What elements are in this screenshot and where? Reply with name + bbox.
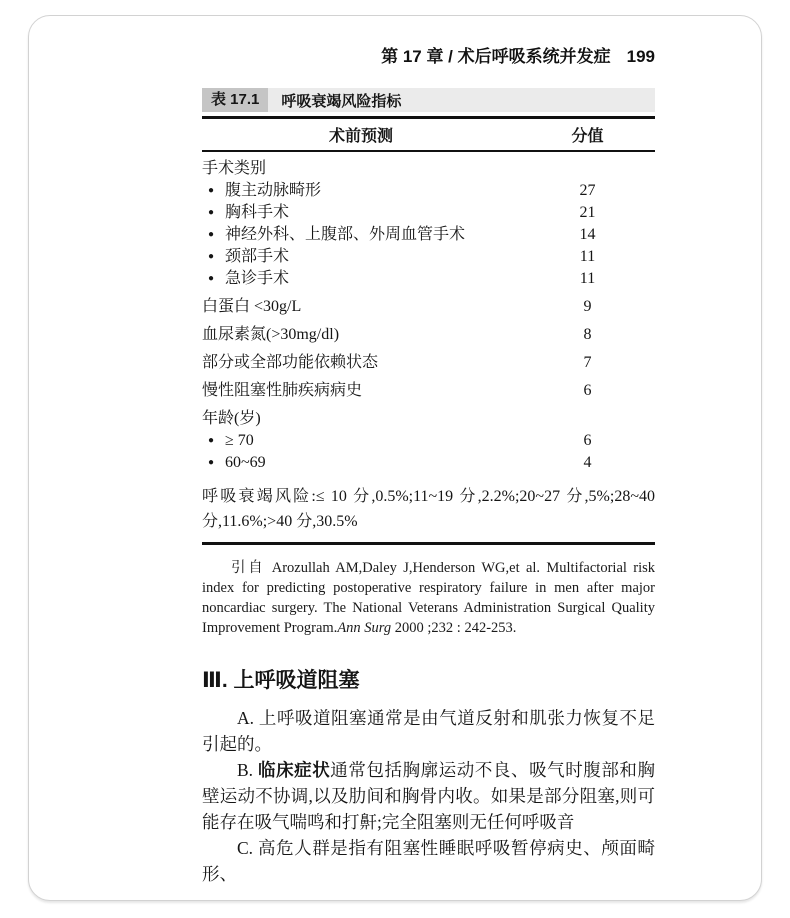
table-row bbox=[202, 352, 655, 374]
bullet-icon: ● bbox=[208, 457, 215, 468]
row-score: 6 bbox=[583, 432, 592, 449]
column-header-score: 分值 bbox=[571, 128, 604, 145]
row-label: 部分或全部功能依赖状态 bbox=[202, 354, 379, 371]
paragraph-lead: C. bbox=[237, 838, 258, 858]
bullet-icon: ● bbox=[208, 435, 215, 446]
bullet-icon: ● bbox=[208, 273, 215, 284]
table-row bbox=[202, 296, 655, 318]
row-label: 年龄(岁) bbox=[202, 410, 261, 427]
row-label: 血尿素氮(>30mg/dl) bbox=[202, 326, 340, 343]
table-label: 表 17.1 bbox=[202, 88, 268, 112]
paragraph-text: 高危人群是指有阻塞性睡眠呼吸暂停病史、颅面畸形、 bbox=[202, 838, 655, 884]
citation-text: 引自 Arozullah AM,Daley J,Henderson WG,et al. Multifactorial risk index for predicting postoperative respiratory failure in men after major noncardiac surgery. The National Veterans Administration Surgical Quality Improvement Program. bbox=[202, 560, 655, 636]
running-header bbox=[202, 48, 655, 66]
bullet-icon: ● bbox=[208, 207, 215, 218]
table-row bbox=[202, 224, 655, 246]
table-row bbox=[202, 246, 655, 268]
row-score bbox=[520, 408, 655, 430]
table-row bbox=[202, 268, 655, 290]
table-body bbox=[202, 152, 655, 474]
row-score: 11 bbox=[579, 248, 596, 265]
row-score: 4 bbox=[583, 454, 592, 471]
paragraph-b bbox=[202, 757, 655, 835]
table-row bbox=[202, 180, 655, 202]
table-row bbox=[202, 452, 655, 474]
row-label: 手术类别 bbox=[202, 160, 267, 177]
table-row bbox=[202, 324, 655, 346]
table-title: 呼吸衰竭风险指标 bbox=[281, 92, 402, 110]
row-score: 11 bbox=[579, 270, 596, 287]
chapter-title: 第 17 章 / 术后呼吸系统并发症 bbox=[381, 47, 611, 66]
row-score bbox=[520, 158, 655, 180]
citation-journal: Ann Surg bbox=[337, 620, 392, 636]
paragraph-text: 上呼吸道阻塞通常是由气道反射和肌张力恢复不足引起的。 bbox=[202, 708, 656, 754]
row-label: 神经外科、上腹部、外周血管手术 bbox=[225, 226, 466, 243]
row-score: 9 bbox=[583, 298, 592, 315]
table-title-bar bbox=[202, 88, 655, 112]
paragraph-bold-term: 临床症状 bbox=[258, 760, 331, 780]
row-label: 急诊手术 bbox=[225, 270, 290, 287]
table-row bbox=[202, 158, 655, 180]
paragraph-lead: A. bbox=[237, 708, 259, 728]
row-score: 8 bbox=[583, 326, 592, 343]
risk-index-table bbox=[202, 88, 655, 545]
row-score: 7 bbox=[583, 354, 592, 371]
row-label: 腹主动脉畸形 bbox=[225, 182, 322, 199]
paragraph-a bbox=[202, 705, 655, 757]
column-header-predictor: 术前预测 bbox=[328, 128, 393, 145]
row-label: 颈部手术 bbox=[225, 248, 290, 265]
paragraph-text: 通常包括胸廓运动不良、吸气时腹部和胸壁运动不协调,以及肋间和胸骨内收。如果是部分阻塞,则可能存在吸气喘鸣和打鼾;完全阻塞则无任何呼吸音 bbox=[202, 760, 656, 832]
bullet-icon: ● bbox=[208, 251, 215, 262]
row-label: 慢性阻塞性肺疾病病史 bbox=[202, 382, 363, 399]
row-label: 胸科手术 bbox=[225, 204, 290, 221]
table-row bbox=[202, 202, 655, 224]
row-label: 60~69 bbox=[225, 454, 266, 471]
paragraph-c bbox=[202, 835, 655, 887]
table-footnote: 呼吸衰竭风险:≤ 10 分,0.5%;11~19 分,2.2%;20~27 分,5%;28~40 分,11.6%;>40 分,30.5% bbox=[202, 488, 655, 530]
citation-pages: 2000 ;232 : 242-253. bbox=[391, 620, 517, 636]
row-label: 白蛋白 <30g/L bbox=[202, 298, 302, 315]
bullet-icon: ● bbox=[208, 229, 215, 240]
table-bottom-rule bbox=[202, 542, 655, 545]
table-header-row bbox=[202, 119, 655, 150]
paragraph-lead: B. bbox=[237, 760, 258, 780]
row-label: ≥ 70 bbox=[225, 432, 254, 449]
table-row bbox=[202, 430, 655, 452]
page-number: 199 bbox=[626, 47, 655, 66]
bullet-icon: ● bbox=[208, 185, 215, 196]
section-heading: Ⅲ. 上呼吸道阻塞 bbox=[202, 669, 360, 692]
section-body bbox=[202, 705, 655, 887]
table-row bbox=[202, 380, 655, 402]
citation bbox=[202, 558, 655, 638]
row-score: 21 bbox=[579, 204, 596, 221]
page-content bbox=[29, 16, 761, 887]
book-page-card bbox=[28, 15, 762, 901]
row-score: 14 bbox=[579, 226, 596, 243]
row-score: 27 bbox=[579, 182, 596, 199]
table-row bbox=[202, 408, 655, 430]
row-score: 6 bbox=[583, 382, 592, 399]
